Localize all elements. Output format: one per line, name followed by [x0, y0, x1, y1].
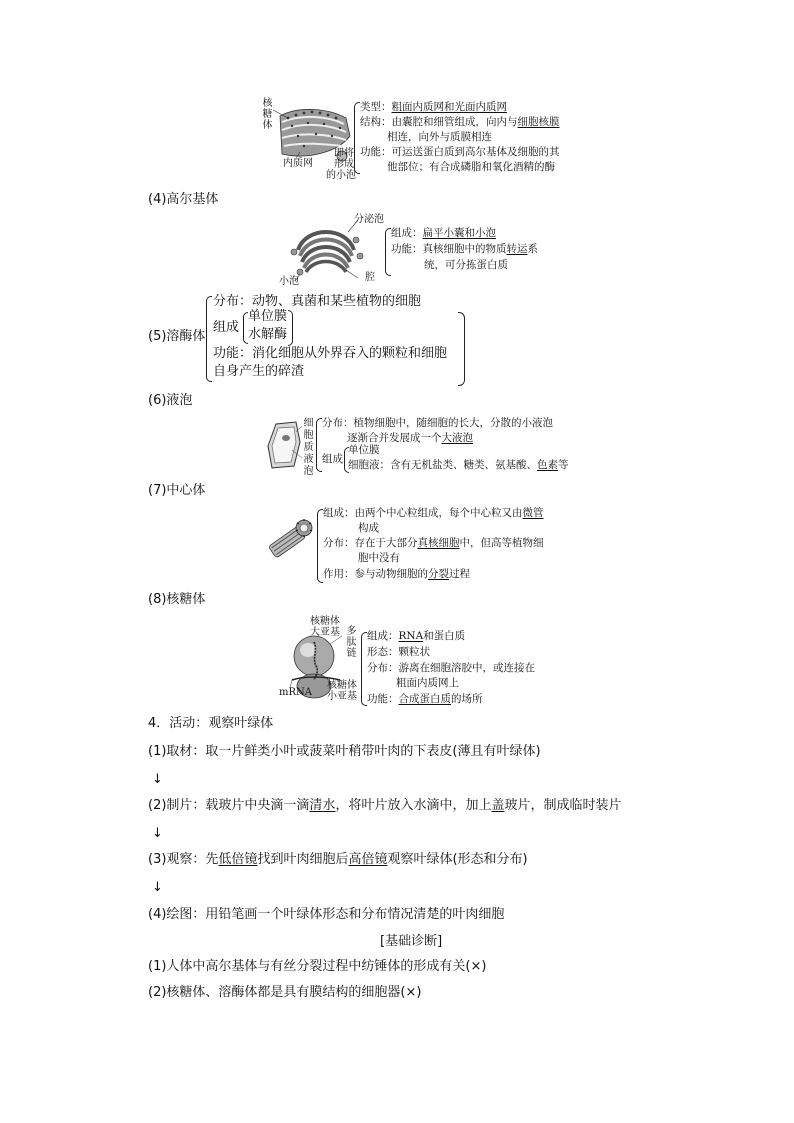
- diagnosis-item-2: (2)核糖体、溶酶体都是具有膜结构的细胞器(×): [148, 985, 422, 1000]
- er-function-cont: 他部位；有合成磷脂和氧化酒精的酶: [387, 161, 555, 173]
- activity-arrow-1: ↓: [152, 772, 163, 787]
- activity-step-3: (3)观察：先低倍镜找到叶肉细胞后高倍镜观察叶绿体(形态和分布): [148, 852, 528, 867]
- lysosome-composition-label: 组成: [213, 320, 240, 335]
- er-vesicle-label-2: 形成: [334, 159, 354, 170]
- lysosome-function-1: 功能：消化细胞从外界吞入的颗粒和细胞: [213, 346, 448, 361]
- activity-arrow-2: ↓: [152, 826, 163, 841]
- ribosome-large-label-1: 核糖体: [310, 616, 340, 627]
- golgi-secretory-label: 分泌泡: [354, 214, 384, 225]
- vacuole-side-label: 细胞质液泡: [303, 418, 314, 477]
- ribosome-distribution: 分布：游离在细胞溶胶中，或连接在: [367, 662, 535, 674]
- lysosome-right-brace: [458, 312, 465, 386]
- ribosome-small-label-2: 小亚基: [327, 691, 357, 702]
- ribosome-peptide-label: 多肽链: [346, 626, 357, 659]
- ribosome-mrna-label: mRNA: [279, 687, 312, 698]
- centrosome-composition: 组成：由两个中心粒组成，每个中心粒又由微管: [323, 507, 544, 519]
- er-label: 内质网: [283, 158, 313, 169]
- lysosome-comp-1: 单位膜: [248, 309, 288, 324]
- activity-step-2: (2)制片：载玻片中央滴一滴清水，将叶片放入水滴中，加上盖玻片，制成临时装片: [148, 798, 622, 813]
- vacuole-heading: (6)液泡: [148, 393, 193, 408]
- er-structure-cont: 相连，向外与质膜相连: [387, 131, 492, 143]
- lysosome-distribution: 分布：动物、真菌和某些植物的细胞: [213, 294, 422, 309]
- centrosome-figure: [266, 518, 316, 558]
- centrosome-distribution-cont: 胞中没有: [358, 552, 400, 564]
- centrosome-heading: (7)中心体: [148, 483, 206, 498]
- ribosome-large-label-2: 大亚基: [310, 627, 340, 638]
- centrosome-function: 作用：参与动物细胞的分裂过程: [323, 568, 470, 580]
- vacuole-cell-illustration: [266, 420, 302, 470]
- diagnosis-item-1: (1)人体中高尔基体与有丝分裂过程中纺锤体的形成有关(×): [148, 959, 487, 974]
- er-function: 功能：可运送蛋白质到高尔基体及细胞的其: [360, 146, 560, 158]
- diagnosis-title: [基础诊断]: [380, 934, 443, 949]
- golgi-composition: 组成：扁平小囊和小泡: [391, 227, 496, 239]
- lysosome-left-brace: [206, 296, 212, 382]
- vacuole-distribution-cont: 逐渐合并发展成一个大液泡: [347, 432, 473, 444]
- activity-step-4: (4)绘图：用铅笔画一个叶绿体形态和分布情况清楚的叶肉细胞: [148, 907, 505, 922]
- centrosome-illustration: [266, 518, 316, 558]
- activity-title: 4．活动：观察叶绿体: [148, 716, 274, 731]
- er-vesicle-label-1: 即将: [334, 148, 354, 159]
- er-type: 类型：粗面内质网和光面内质网: [360, 101, 507, 113]
- lysosome-comp-right-brace: [288, 310, 293, 346]
- golgi-function: 功能：真核细胞中的物质转运系: [391, 243, 538, 255]
- vacuole-distribution: 分布：植物细胞中，随细胞的长大，分散的小液泡: [322, 417, 553, 429]
- er-type-value: 粗面内质网和光面内质网: [391, 101, 507, 113]
- vacuole-composition-label: 组成: [322, 453, 343, 465]
- vacuole-figure: [266, 420, 302, 470]
- lysosome-comp-2: 水解酶: [248, 327, 288, 342]
- golgi-lumen-label: 腔: [365, 272, 375, 283]
- lysosome-function-2: 自身产生的碎渣: [213, 364, 305, 379]
- lysosome-heading: (5)溶酶体: [148, 329, 206, 344]
- centrosome-distribution: 分布：存在于大部分真核细胞中，但高等植物细: [323, 537, 544, 549]
- golgi-vesicle-label: 小泡: [279, 276, 299, 287]
- er-structure: 结构：由囊腔和细管组成，向内与细胞核膜: [360, 116, 560, 128]
- er-vesicle-label-3: 的小泡: [326, 170, 356, 181]
- activity-step-1: (1)取材：取一片鲜类小叶或菠菜叶稍带叶肉的下表皮(薄且有叶绿体): [148, 744, 541, 759]
- ribosome-composition: 组成：RNA和蛋白质: [367, 630, 466, 642]
- ribosome-heading: (8)核糖体: [148, 592, 206, 607]
- vacuole-comp-1: 单位膜: [348, 444, 380, 456]
- golgi-heading: (4)高尔基体: [148, 192, 219, 207]
- er-ribosome-label: 核糖体: [262, 98, 273, 131]
- ribosome-function: 功能：合成蛋白质的场所: [367, 693, 483, 705]
- ribosome-shape: 形态：颗粒状: [367, 646, 430, 658]
- vacuole-comp-2: 细胞液：含有无机盐类、糖类、氨基酸、色素等: [348, 459, 569, 471]
- centrosome-composition-cont: 构成: [358, 522, 379, 534]
- ribosome-distribution-cont: 粗面内质网上: [396, 677, 459, 689]
- ribosome-small-label-1: 核糖体: [327, 680, 357, 691]
- golgi-function-cont: 统，可分拣蛋白质: [424, 259, 508, 271]
- activity-arrow-3: ↓: [152, 880, 163, 895]
